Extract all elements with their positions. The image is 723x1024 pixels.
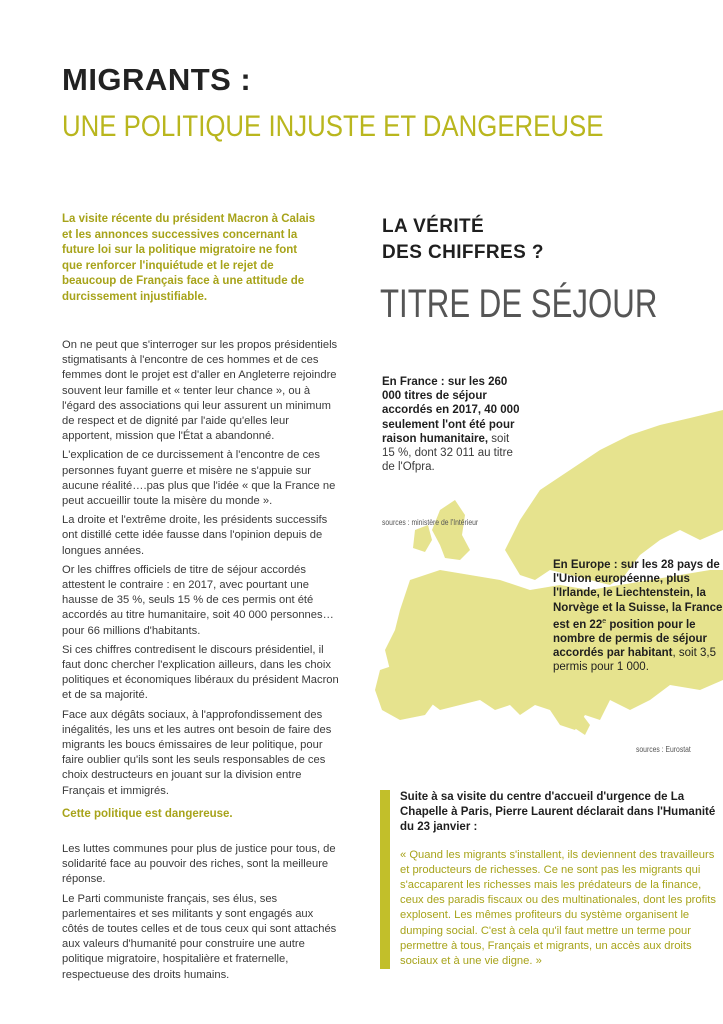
- body-paragraph: Face aux dégâts sociaux, à l'approfondissement des inégalités, les uns et les autres ont besoin de faire des migrants les boucs émissaires de leur politique, pour faire oublier qu'ils sont les seuls responsables de ces choix destructeurs en jouant sur la division entre Français et immigrés.: [62, 708, 332, 797]
- verite-line1: LA VÉRITÉ: [382, 216, 485, 237]
- body-paragraph: La droite et l'extrême droite, les présidents successifs ont distillé cette idée fausse dans l'opinion depuis de longues années.: [62, 514, 328, 557]
- france-source: sources : ministère de l'Intérieur: [382, 518, 479, 527]
- page-title-line1: MIGRANTS :: [62, 62, 252, 97]
- verite-line2: DES CHIFFRES ?: [382, 242, 544, 263]
- body-paragraph: On ne peut que s'interroger sur les propos présidentiels stigmatisants à l'encontre de ces hommes et de ces femmes dont le projet est d'aller en Angleterre rejoindre souvent leur famille et « tenter leur chance », ou à l'égard des associations qui leur assurent un minimum de respect et de dignité par l'aide qu'elles leur apportent, mission que l'État a abandonné.: [62, 339, 338, 443]
- quote-block: [380, 790, 720, 969]
- body-paragraph: Or les chiffres officiels de titre de séjour accordés attestent le contraire : en 2017, avec pourtant une hausse de 35 %, seuls 15 % de ces permis ont été accordés au titre humanitaire, soit 40 000 personnes… pour 66 millions d'habitants.: [62, 563, 334, 637]
- page-title-line2: UNE POLITIQUE INJUSTE ET DANGEREUSE: [62, 110, 604, 143]
- france-info-box: [382, 375, 522, 474]
- closing-column: [62, 842, 342, 987]
- verite-heading: [382, 214, 544, 266]
- intro-paragraph: La visite récente du président Macron à Calais et les annonces successives concernant la future loi sur la politique migratoire ne font que renforcer l'inquiétude et le rejet de beaucoup de Français face à une attitude de durcissement injustifiable.: [62, 213, 316, 303]
- france-bold-text: En France : sur les 260 000 titres de séjour accordés en 2017, 40 000 seulement l'ont été pour raison humanitaire,: [382, 376, 520, 445]
- closing-paragraph: Les luttes communes pour plus de justice pour tous, de solidarité face au pouvoir des riches, sont la meilleure réponse.: [62, 843, 336, 886]
- quote-text: « Quand les migrants s'installent, ils deviennent des travailleurs et producteurs de richesses. Ce ne sont pas les migrants qui s'accaparent les richesses mais les prédateurs de la finance, ceux des paradis fiscaux ou des multinationales, dont les profits explosent. Les mêmes profiteurs du système organisent le dumping social. C'est à cela qu'il faut mettre un terme pour permettre à tous, Français et migrants, un accès aux droits sociaux et à une vie digne. »: [400, 848, 716, 968]
- europe-bold-text-a: En Europe : sur les 28 pays de l'Union européenne, plus l'Irlande, le Liechtenstein, la Norvège et la Suisse, la France est en 22: [553, 559, 723, 631]
- titre-sejour-heading: TITRE DE SÉJOUR: [380, 282, 658, 326]
- closing-paragraph: Le Parti communiste français, ses élus, ses parlementaires et ses militants y sont engagés aux côtés de toutes celles et de tous ceux qui sont attachés aux valeurs d'humanité pour construire une autre politique migratoire, hospitalière et fraternelle, respectueuse des droits humains.: [62, 892, 337, 981]
- quote-lead: Suite à sa visite du centre d'accueil d'urgence de La Chapelle à Paris, Pierre Laurent déclarait dans l'Humanité du 23 janvier :: [400, 791, 716, 834]
- europe-source: sources : Eurostat: [636, 745, 691, 754]
- body-paragraph: L'explication de ce durcissement à l'encontre de ces personnes fuyant guerre et misère ne s'appuie sur aucune réalité….pas plus que l'idée « que la France ne peut accueillir toute la misère du monde ».: [62, 449, 336, 508]
- europe-superscript: e: [602, 617, 607, 625]
- europe-bold-text-b: position pour le nombre de permis de séjour accordés par habitant: [553, 618, 708, 660]
- france-regular-text: soit 15 %, dont 32 011 au titre de l'Ofpra.: [382, 432, 513, 474]
- body-paragraph: Si ces chiffres contredisent le discours présidentiel, il faut donc chercher l'explication ailleurs, dans les choix politiques et économiques libéraux du président Macron et de sa majorité.: [62, 643, 339, 702]
- europe-regular-text: , soit 3,5 permis pour 1 000.: [553, 647, 716, 674]
- section-subhead: Cette politique est dangereuse.: [62, 808, 233, 820]
- europe-info-box: [553, 558, 723, 674]
- map-landmass-ireland: [413, 525, 432, 552]
- map-landmass-uk: [432, 500, 470, 560]
- map-landmass-iberia: [375, 660, 440, 720]
- body-column: [62, 338, 342, 803]
